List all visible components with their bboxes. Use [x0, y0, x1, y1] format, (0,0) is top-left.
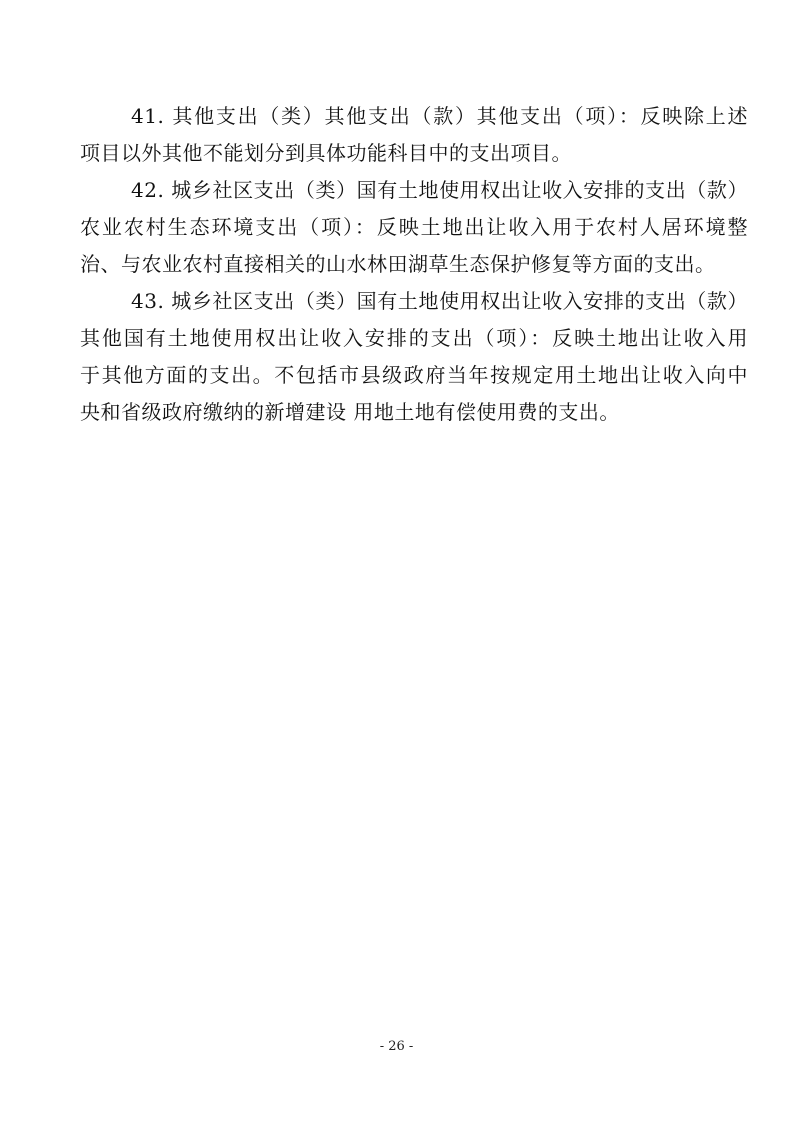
paragraph-line: 其他国有土地使用权出让收入安排的支出（项）：反映土地出让收入用 [80, 326, 748, 350]
paragraph-line: 项目以外其他不能划分到具体功能科目中的支出项目。 [80, 141, 572, 165]
paragraph-line: 治、与农业农村直接相关的山水林田湖草生态保护修复等方面的支出。 [80, 252, 716, 276]
paragraph-line: 央和省级政府缴纳的新增建设 用地土地有偿使用费的支出。 [80, 400, 620, 424]
paragraph-line: 41. 其他支出（类）其他支出（款）其他支出（项）：反映除上述 [131, 104, 748, 128]
paragraph-line: 农业农村生态环境支出（项）：反映土地出让收入用于农村人居环境整 [80, 215, 748, 239]
paragraph-line: 于其他方面的支出。不包括市县级政府当年按规定用土地出让收入向中 [80, 363, 748, 387]
document-body [80, 98, 748, 431]
paragraph-42 [80, 172, 748, 283]
page-number: - 26 - [379, 1039, 414, 1054]
paragraph-41 [80, 98, 748, 172]
paragraph-line: 43. 城乡社区支出（类）国有土地使用权出让收入安排的支出（款） [131, 289, 748, 313]
paragraph-line: 42. 城乡社区支出（类）国有土地使用权出让收入安排的支出（款） [131, 178, 748, 202]
paragraph-43 [80, 283, 748, 431]
